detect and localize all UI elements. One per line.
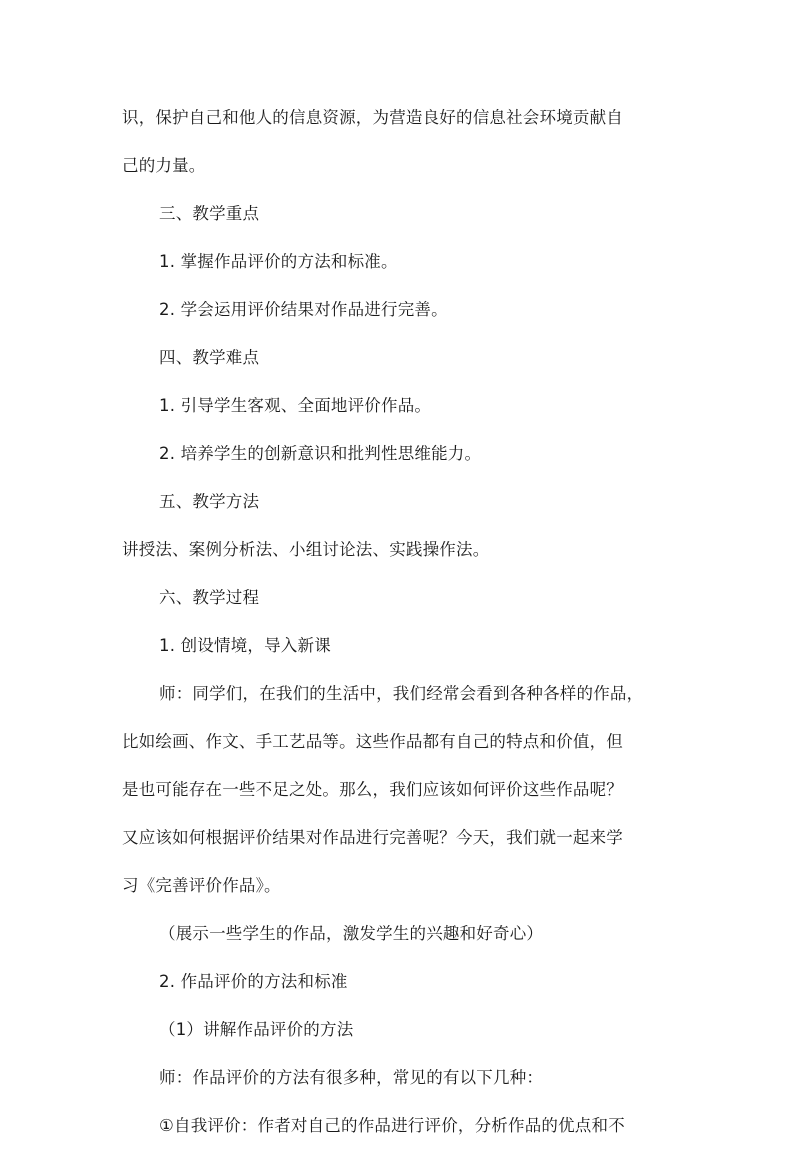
body-line: 讲授法、案例分析法、小组讨论法、实践操作法。 xyxy=(122,540,490,559)
list-item: 1. 掌握作品评价的方法和标准。 xyxy=(159,252,398,271)
section-heading: 六、教学过程 xyxy=(159,588,260,607)
body-line: 又应该如何根据评价结果对作品进行完善呢？今天，我们就一起来学 xyxy=(122,828,623,847)
subsection-heading: （1）讲解作品评价的方法 xyxy=(159,1020,354,1039)
subsection-heading: 1. 创设情境，导入新课 xyxy=(159,636,331,655)
body-line: 习《完善评价作品》。 xyxy=(122,876,281,895)
body-line: 师：同学们，在我们的生活中，我们经常会看到各种各样的作品， xyxy=(159,684,644,703)
body-line: 己的力量。 xyxy=(122,156,206,175)
body-line: 比如绘画、作文、手工艺品等。这些作品都有自己的特点和价值，但 xyxy=(122,732,623,751)
body-line: 是也可能存在一些不足之处。那么，我们应该如何评价这些作品呢？ xyxy=(122,780,623,799)
body-line: 识，保护自己和他人的信息资源，为营造良好的信息社会环境贡献自 xyxy=(122,108,623,127)
stage-direction: （展示一些学生的作品，激发学生的兴趣和好奇心） xyxy=(159,924,544,943)
list-item: 2. 培养学生的创新意识和批判性思维能力。 xyxy=(159,444,482,463)
section-heading: 四、教学难点 xyxy=(159,348,260,367)
body-line: ①自我评价：作者对自己的作品进行评价，分析作品的优点和不 xyxy=(159,1116,625,1135)
document-body xyxy=(122,94,682,1150)
section-heading: 三、教学重点 xyxy=(159,204,260,223)
list-item: 1. 引导学生客观、全面地评价作品。 xyxy=(159,396,432,415)
section-heading: 五、教学方法 xyxy=(159,492,260,511)
subsection-heading: 2. 作品评价的方法和标准 xyxy=(159,972,348,991)
body-line: 师：作品评价的方法有很多种，常见的有以下几种： xyxy=(159,1068,544,1087)
list-item: 2. 学会运用评价结果对作品进行完善。 xyxy=(159,300,448,319)
